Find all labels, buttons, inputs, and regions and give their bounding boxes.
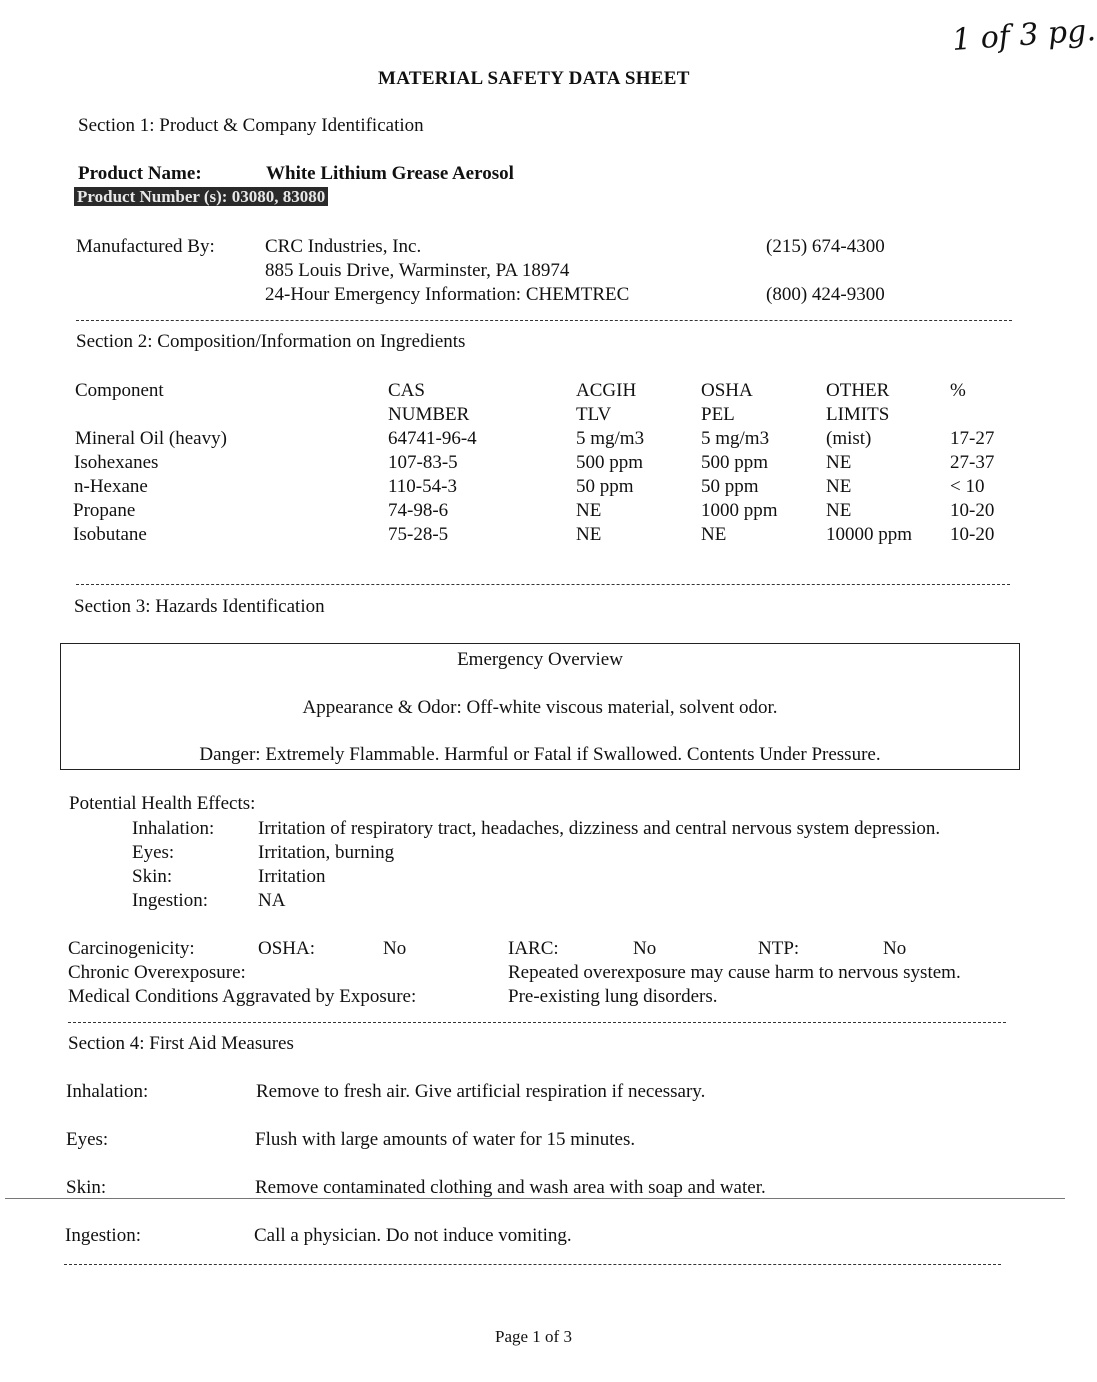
header-other-2: LIMITS bbox=[826, 404, 890, 425]
header-component: Component bbox=[75, 380, 164, 401]
emergency-overview-title: Emergency Overview bbox=[457, 649, 623, 670]
table-cell: 74-98-6 bbox=[388, 500, 449, 521]
table-cell: NE bbox=[826, 452, 852, 473]
osha-value: No bbox=[383, 938, 407, 959]
iarc-value: No bbox=[633, 938, 657, 959]
table-cell: Isohexanes bbox=[74, 452, 159, 473]
section2-heading: Section 2: Composition/Information on Ingredients bbox=[76, 331, 466, 352]
medical-conditions-value: Pre-existing lung disorders. bbox=[508, 986, 718, 1007]
phone-emergency: (800) 424-9300 bbox=[766, 284, 885, 305]
table-cell: NE bbox=[576, 500, 602, 521]
header-other: OTHER bbox=[826, 380, 890, 401]
scan-line bbox=[5, 1198, 1065, 1199]
table-cell: NE bbox=[576, 524, 602, 545]
table-cell: Isobutane bbox=[73, 524, 147, 545]
table-cell: 50 ppm bbox=[576, 476, 634, 497]
table-cell: Mineral Oil (heavy) bbox=[75, 428, 227, 449]
section1-heading: Section 1: Product & Company Identification bbox=[78, 115, 424, 136]
table-cell: 27-37 bbox=[950, 452, 995, 473]
product-name-value: White Lithium Grease Aerosol bbox=[266, 163, 514, 184]
table-cell: 75-28-5 bbox=[388, 524, 449, 545]
table-cell: 5 mg/m3 bbox=[701, 428, 770, 449]
first-aid-value: Flush with large amounts of water for 15 minutes. bbox=[255, 1129, 636, 1150]
product-name-label: Product Name: bbox=[78, 163, 202, 184]
table-cell: 17-27 bbox=[950, 428, 995, 449]
table-cell: 110-54-3 bbox=[388, 476, 457, 497]
effect-value: Irritation of respiratory tract, headaches, dizziness and central nervous system depression. bbox=[258, 818, 941, 839]
first-aid-label: Inhalation: bbox=[66, 1081, 149, 1102]
table-cell: 50 ppm bbox=[701, 476, 759, 497]
table-cell: 500 ppm bbox=[701, 452, 769, 473]
table-cell: n-Hexane bbox=[74, 476, 148, 497]
osha-label: OSHA: bbox=[258, 938, 316, 959]
effect-label: Ingestion: bbox=[132, 890, 208, 911]
table-cell: 500 ppm bbox=[576, 452, 644, 473]
first-aid-value: Call a physician. Do not induce vomiting. bbox=[254, 1225, 572, 1246]
table-cell: < 10 bbox=[950, 476, 985, 497]
table-cell: Propane bbox=[73, 500, 136, 521]
effect-label: Skin: bbox=[132, 866, 173, 887]
health-effects-label: Potential Health Effects: bbox=[69, 793, 256, 814]
section4-heading: Section 4: First Aid Measures bbox=[68, 1033, 294, 1054]
product-number-text: Product Number (s): 03080, 83080 bbox=[74, 187, 328, 206]
header-osha-2: PEL bbox=[701, 404, 735, 425]
carcinogenicity-label: Carcinogenicity: bbox=[68, 938, 195, 959]
phone-main: (215) 674-4300 bbox=[766, 236, 885, 257]
table-cell: 107-83-5 bbox=[388, 452, 458, 473]
emergency-overview-box bbox=[60, 643, 1020, 770]
first-aid-label: Eyes: bbox=[66, 1129, 109, 1150]
header-osha: OSHA bbox=[701, 380, 753, 401]
table-cell: 10-20 bbox=[950, 500, 995, 521]
document-title: MATERIAL SAFETY DATA SHEET bbox=[378, 68, 690, 89]
page-number: Page 1 of 3 bbox=[495, 1327, 572, 1346]
effect-label: Eyes: bbox=[132, 842, 175, 863]
header-cas: CAS bbox=[388, 380, 425, 401]
first-aid-label: Ingestion: bbox=[65, 1225, 141, 1246]
table-cell: 5 mg/m3 bbox=[576, 428, 645, 449]
section3-heading: Section 3: Hazards Identification bbox=[74, 596, 325, 617]
divider-section4 bbox=[64, 1264, 1001, 1265]
handwritten-page-note: 1 of 3 pg. bbox=[950, 13, 1097, 58]
effect-value: Irritation, burning bbox=[258, 842, 395, 863]
manufactured-by-label: Manufactured By: bbox=[76, 236, 215, 257]
table-cell: NE bbox=[701, 524, 727, 545]
medical-conditions-label: Medical Conditions Aggravated by Exposure: bbox=[68, 986, 417, 1007]
first-aid-label: Skin: bbox=[66, 1177, 107, 1198]
header-acgih-2: TLV bbox=[576, 404, 612, 425]
effect-value: Irritation bbox=[258, 866, 326, 887]
table-cell: NE bbox=[826, 500, 852, 521]
table-cell: 10-20 bbox=[950, 524, 995, 545]
first-aid-value: Remove contaminated clothing and wash area with soap and water. bbox=[255, 1177, 766, 1198]
header-acgih: ACGIH bbox=[576, 380, 637, 401]
company-name: CRC Industries, Inc. bbox=[265, 236, 422, 257]
company-address: 885 Louis Drive, Warminster, PA 18974 bbox=[265, 260, 570, 281]
effect-value: NA bbox=[258, 890, 286, 911]
ntp-value: No bbox=[883, 938, 907, 959]
first-aid-value: Remove to fresh air. Give artificial respiration if necessary. bbox=[256, 1081, 706, 1102]
table-cell: 64741-96-4 bbox=[388, 428, 477, 449]
chronic-value: Repeated overexposure may cause harm to nervous system. bbox=[508, 962, 961, 983]
ntp-label: NTP: bbox=[758, 938, 800, 959]
divider-section1 bbox=[76, 320, 1012, 321]
table-cell: (mist) bbox=[826, 428, 872, 449]
appearance-odor: Appearance & Odor: Off-white viscous material, solvent odor. bbox=[302, 697, 778, 718]
product-number bbox=[74, 186, 328, 208]
chronic-label: Chronic Overexposure: bbox=[68, 962, 246, 983]
table-cell: NE bbox=[826, 476, 852, 497]
iarc-label: IARC: bbox=[508, 938, 559, 959]
divider-section3 bbox=[68, 1022, 1006, 1023]
emergency-info: 24-Hour Emergency Information: CHEMTREC bbox=[265, 284, 630, 305]
table-cell: 1000 ppm bbox=[701, 500, 778, 521]
effect-label: Inhalation: bbox=[132, 818, 215, 839]
header-percent: % bbox=[950, 380, 966, 401]
divider-section2 bbox=[76, 584, 1010, 585]
table-cell: 10000 ppm bbox=[826, 524, 913, 545]
header-cas-2: NUMBER bbox=[388, 404, 470, 425]
danger-statement: Danger: Extremely Flammable. Harmful or Fatal if Swallowed. Contents Under Pressure. bbox=[199, 744, 881, 765]
